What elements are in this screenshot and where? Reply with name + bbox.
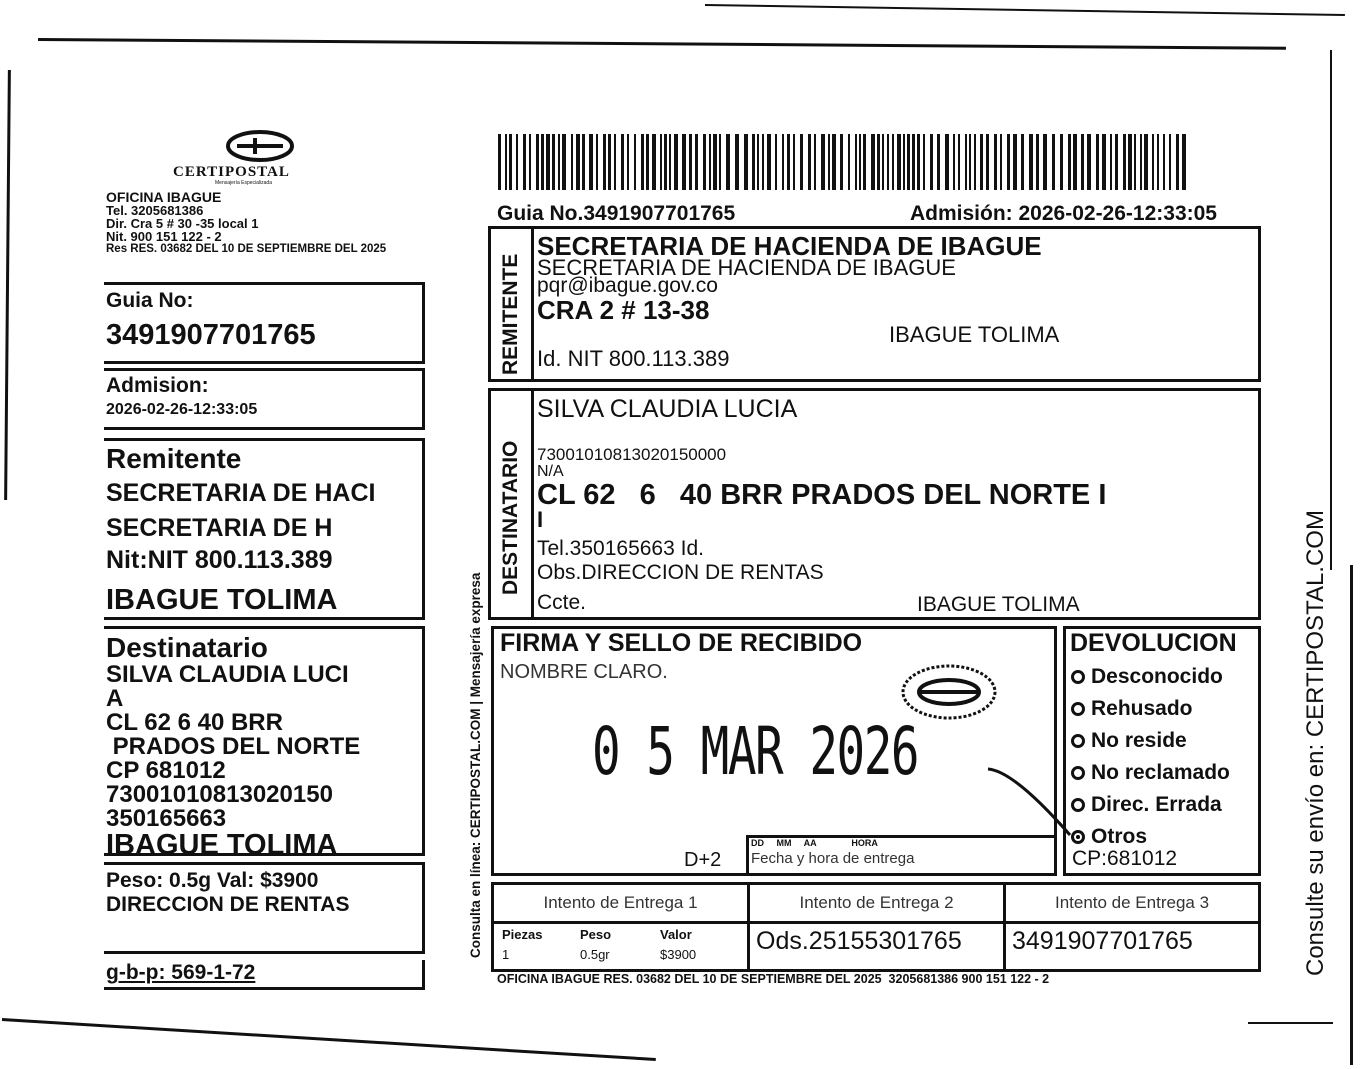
- destinatario-line: A: [106, 685, 124, 712]
- firma-box: [491, 626, 1057, 876]
- radio-icon: [1071, 798, 1085, 812]
- destinatario-address: CL 62 6 40 BRR PRADOS DEL NORTE I: [537, 479, 1107, 511]
- devolucion-box: [1063, 626, 1261, 876]
- destinatario-line: SILVA CLAUDIA LUCI: [106, 661, 349, 688]
- option-no-reclamado[interactable]: [1071, 757, 1230, 789]
- admision-value: 2026-02-26-12:33:05: [106, 401, 258, 418]
- office-info: [106, 191, 386, 256]
- guia-label: Guia No:: [106, 289, 194, 312]
- remitente-vertical-label: REMITENTE: [499, 253, 522, 375]
- remitente-email: pqr@ibague.gov.co: [537, 274, 718, 297]
- certipostal-logo: [173, 128, 345, 188]
- firma-title: FIRMA Y SELLO DE RECIBIDO: [500, 629, 863, 657]
- office-dir: Dir. Cra 5 # 30 -35 local 1: [106, 216, 259, 231]
- office-name: OFICINA IBAGUE: [106, 189, 222, 205]
- left-destinatario-box: [104, 626, 425, 861]
- destinatario-lines: [106, 663, 360, 859]
- option-label: Direc. Errada: [1091, 793, 1222, 816]
- barcode: [498, 134, 1194, 190]
- admision-label: Admision:: [106, 374, 209, 397]
- remitente-line-4: IBAGUE TOLIMA: [106, 584, 338, 616]
- remitente-name: SECRETARIA DE HACIENDA DE IBAGUE: [537, 231, 1042, 261]
- remitente-block: [488, 226, 1261, 382]
- destinatario-line: 73001010813020150: [106, 781, 333, 808]
- radio-icon: [1071, 766, 1085, 780]
- remitente-line-3: Nit:NIT 800.113.389: [106, 546, 333, 574]
- intento-3: Intento de Entrega 3: [1054, 893, 1210, 912]
- option-label: No reclamado: [1091, 761, 1230, 784]
- brand-tagline: Mensajería Especializada: [215, 180, 272, 186]
- remitente-city: IBAGUE TOLIMA: [889, 322, 1060, 347]
- peso-value: 0.5gr: [580, 947, 610, 962]
- left-remitente-box: [104, 438, 425, 620]
- destinatario-line: CP 681012: [106, 757, 226, 784]
- left-peso-box: [104, 862, 425, 954]
- destinatario-name: SILVA CLAUDIA LUCIA: [537, 395, 798, 423]
- devolucion-options: [1071, 661, 1230, 853]
- destinatario-label: Destinatario: [106, 632, 268, 663]
- peso-label: Peso: [580, 927, 612, 942]
- destinatario-city: IBAGUE TOLIMA: [917, 593, 1080, 616]
- remitente-address: CRA 2 # 13-38: [537, 295, 710, 325]
- left-admision-box: [104, 368, 425, 430]
- fecha-label: Fecha y hora de entrega: [751, 850, 915, 867]
- destinatario-ccte: Ccte.: [537, 591, 587, 614]
- radio-selected-icon: [1071, 830, 1085, 844]
- radio-icon: [1071, 670, 1085, 684]
- side-consulta-text: Consulta en línea: CERTIPOSTAL.COM | Mensajería expresa: [468, 572, 483, 958]
- office-tel: Tel. 3205681386: [106, 203, 204, 218]
- office-res: Res RES. 03682 DEL 10 DE SEPTIEMBRE DEL 2025: [106, 243, 387, 255]
- destinatario-line: CL 62 6 40 BRR: [106, 709, 283, 736]
- guia-bottom-number: 3491907701765: [1012, 927, 1193, 955]
- piezas-value: 1: [502, 947, 510, 962]
- brand-name: CERTIPOSTAL: [173, 164, 290, 180]
- destinatario-obs: Obs.DIRECCION DE RENTAS: [537, 561, 824, 584]
- remitente-name-2: SECRETARIA DE HACIENDA DE IBAGUE: [537, 255, 956, 280]
- left-gbp-box: [104, 960, 425, 990]
- destinatario-line: PRADOS DEL NORTE: [106, 733, 361, 760]
- peso-line: Peso: 0.5g Val: $3900: [106, 869, 319, 892]
- intento-1: Intento de Entrega 1: [543, 893, 698, 912]
- obs-line: DIRECCION DE RENTAS: [106, 893, 350, 916]
- ods-number: Ods.25155301765: [756, 927, 962, 955]
- received-date-stamp: 0 5 MAR 2026: [592, 713, 919, 790]
- destinatario-na: N/A: [537, 463, 564, 480]
- radio-icon: [1071, 734, 1085, 748]
- fecha-columns: DD MM AA HORA: [751, 838, 878, 848]
- destinatario-tel: Tel.350165663 Id.: [537, 537, 704, 560]
- margin-consulta-text: Consulte su envío en: CERTIPOSTAL.COM: [1302, 510, 1329, 976]
- piezas-label: Piezas: [502, 927, 543, 942]
- valor-label: Valor: [660, 927, 692, 942]
- devolucion-title: DEVOLUCION: [1070, 629, 1237, 657]
- destinatario-block: [488, 388, 1261, 620]
- footer-office: OFICINA IBAGUE RES. 03682 DEL 10 DE SEPTIEMBRE DEL 2025 3205681386 900 151 122 - 2: [497, 972, 1050, 986]
- destinatario-line: IBAGUE TOLIMA: [106, 829, 338, 861]
- destinatario-code: 73001010813020150000: [537, 445, 727, 464]
- remitente-line-1: SECRETARIA DE HACI: [106, 479, 376, 507]
- destinatario-line: 350165663: [106, 805, 227, 832]
- left-guia-box: [104, 282, 425, 364]
- remitente-line-2: SECRETARIA DE H: [106, 514, 333, 542]
- guia-header: Guia No.3491907701765: [497, 202, 736, 225]
- gbp-code: g-b-p: 569-1-72: [106, 961, 256, 984]
- option-label: Rehusado: [1091, 697, 1193, 720]
- radio-icon: [1071, 702, 1085, 716]
- option-no-reside[interactable]: [1071, 725, 1230, 757]
- nombre-claro: NOMBRE CLARO.: [500, 661, 668, 683]
- option-label: Otros: [1091, 825, 1148, 848]
- fecha-entrega-box: [746, 835, 1057, 876]
- d-plus-2: D+2: [684, 849, 722, 871]
- destinatario-address-2: I: [537, 507, 544, 532]
- intentos-row: [491, 882, 1261, 972]
- option-direc-errada[interactable]: [1071, 789, 1230, 821]
- devolucion-cp: CP:681012: [1072, 847, 1178, 870]
- option-label: Desconocido: [1091, 665, 1223, 688]
- barcode-icon: [498, 134, 1194, 190]
- option-rehusado[interactable]: [1071, 693, 1230, 725]
- valor-value: $3900: [660, 947, 697, 962]
- remitente-id: Id. NIT 800.113.389: [537, 346, 730, 371]
- remitente-label: Remitente: [106, 443, 242, 474]
- admision-header: Admisión: 2026-02-26-12:33:05: [910, 202, 1217, 225]
- intento-2: Intento de Entrega 2: [799, 893, 954, 912]
- option-desconocido[interactable]: [1071, 661, 1230, 693]
- guia-number: 3491907701765: [106, 319, 316, 351]
- office-nit: Nit. 900 151 122 - 2: [106, 229, 222, 244]
- destinatario-vertical-label: DESTINATARIO: [499, 440, 522, 595]
- option-label: No reside: [1091, 729, 1187, 752]
- stamp-arrow-icon: [984, 761, 1074, 841]
